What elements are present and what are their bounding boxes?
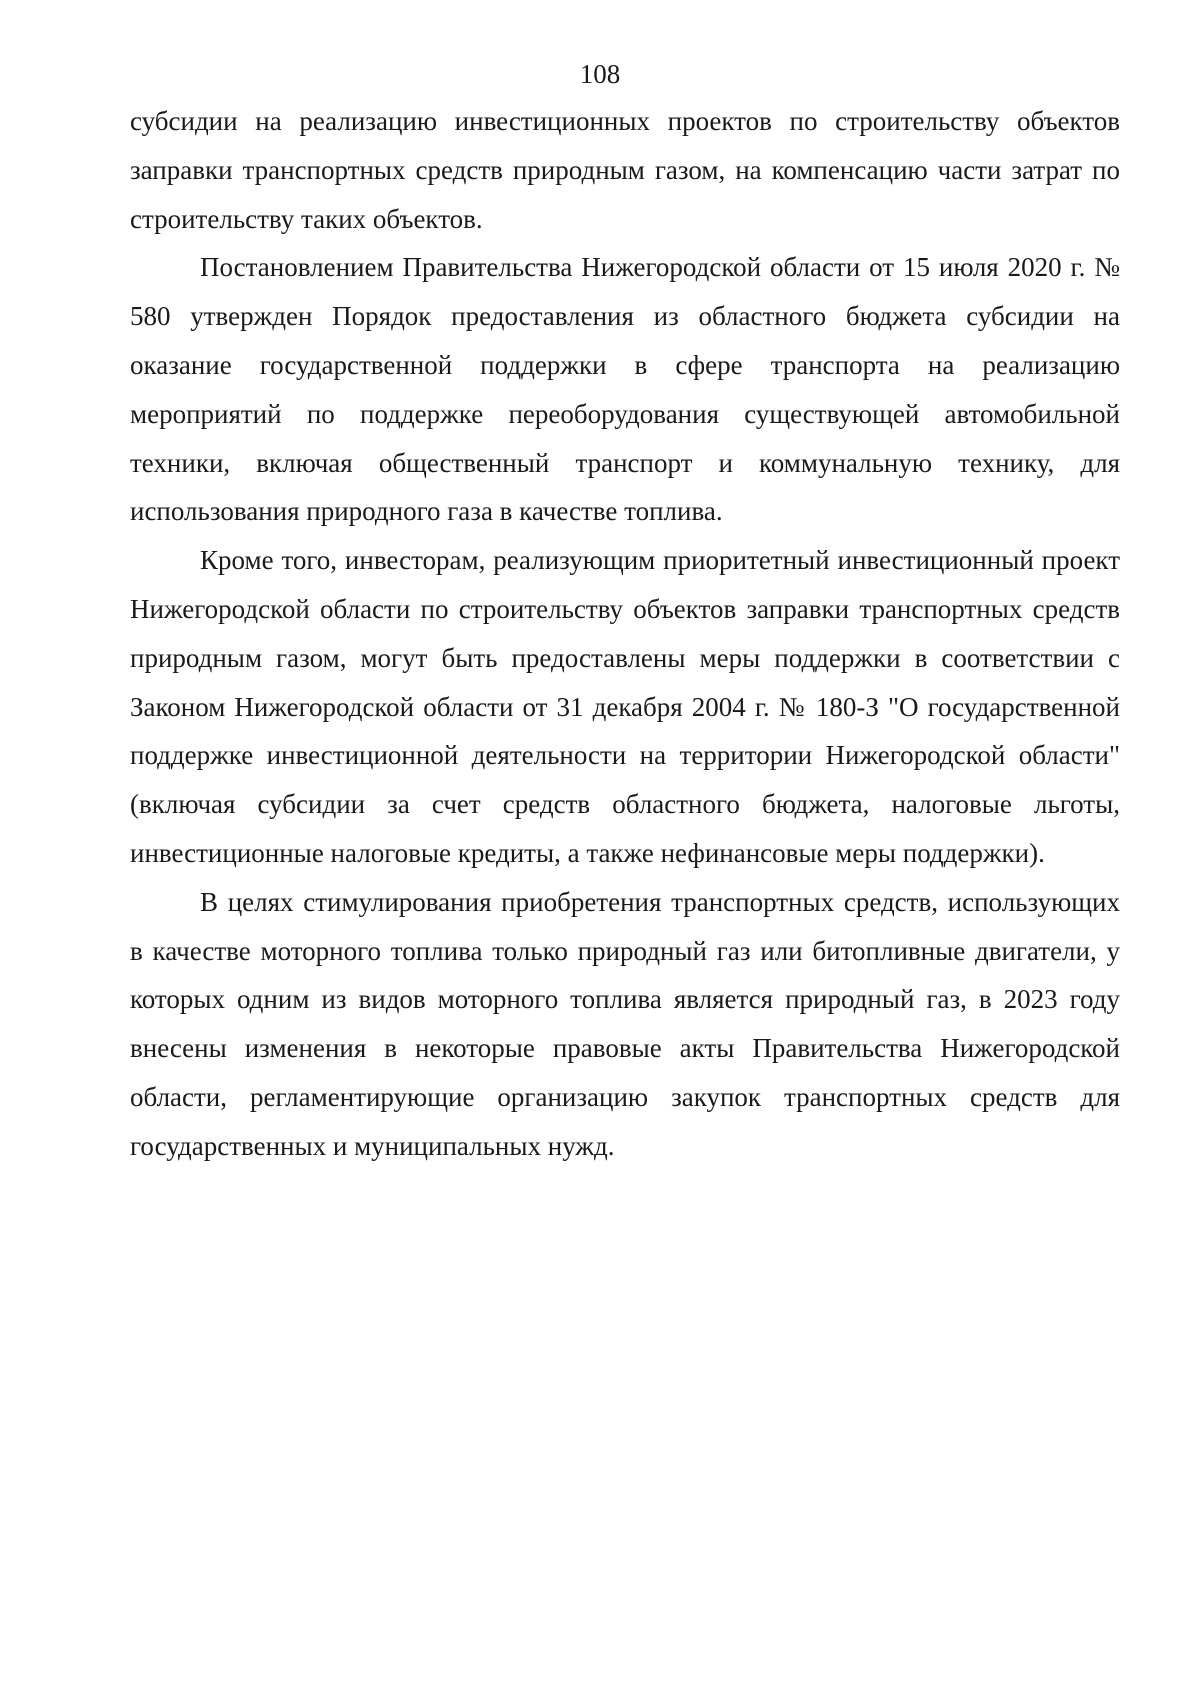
- paragraph-resolution-580: Постановлением Правительства Нижегородской области от 15 июля 2020 г. № 580 утвержден Порядок предоставления из областного бюджета субсидии на оказание государственной поддержки в сфере транспорта на реализацию мероприятий по поддержке переоборудования существующей автомобильной техники, включая общественный транспорт и коммунальную технику, для использования природного газа в качестве топлива.: [130, 252, 1120, 527]
- paragraph-procurement-changes: В целях стимулирования приобретения транспортных средств, использующих в качестве моторного топлива только природный газ или битопливные двигатели, у которых одним из видов моторного топлива является природный газ, в 2023 году внесены изменения в некоторые правовые акты Правительства Нижегородской области, регламентирующие организацию закупок транспортных средств для государственных и муниципальных нужд.: [130, 886, 1120, 1161]
- page-number: 108: [579, 59, 621, 89]
- paragraph-continuation: субсидии на реализацию инвестиционных проектов по строительству объектов заправки транспортных средств природным газом, на компенсацию части затрат по строительству таких объектов.: [130, 106, 1120, 234]
- paragraph-investor-support: Кроме того, инвесторам, реализующим приоритетный инвестиционный проект Нижегородской области по строительству объектов заправки транспортных средств природным газом, могут быть предоставлены меры поддержки в соответствии с Законом Нижегородской области от 31 декабря 2004 г. № 180-З "О государственной поддержке инвестиционной деятельности на территории Нижегородской области" (включая субсидии за счет средств областного бюджета, налоговые льготы, инвестиционные налоговые кредиты, а также нефинансовые меры поддержки).: [130, 545, 1120, 868]
- document-body: [130, 97, 1120, 1171]
